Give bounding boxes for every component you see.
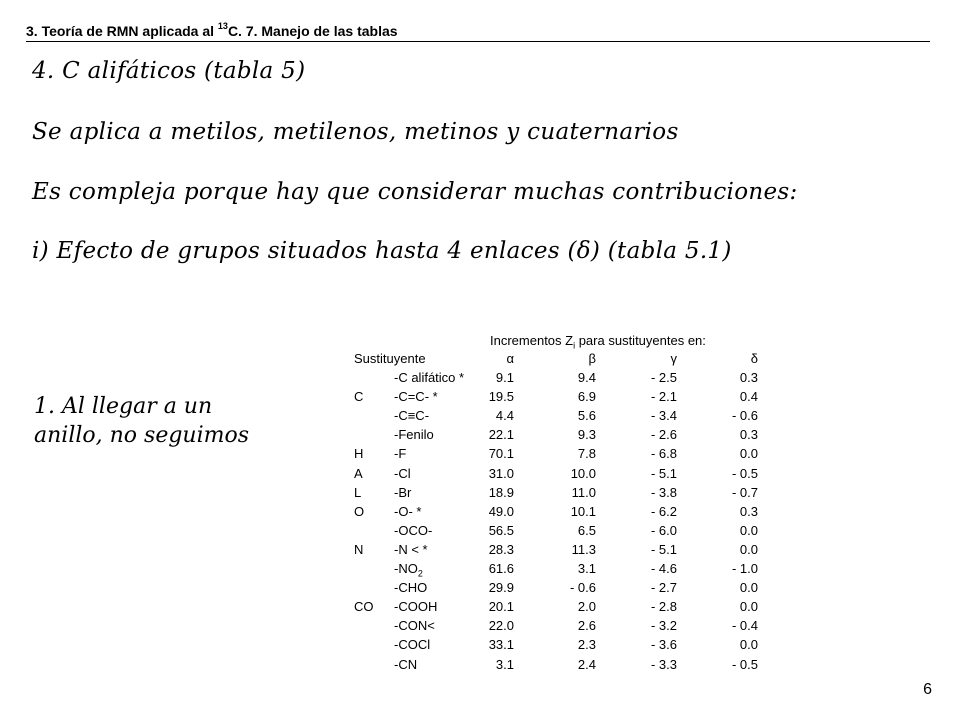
delta-cell: - 0.5 xyxy=(731,656,758,672)
substituent-subscript: 2 xyxy=(417,568,423,579)
substituent-cell: -C alifático * xyxy=(394,370,465,385)
delta-cell: 0.0 xyxy=(739,446,758,462)
group-cell: C xyxy=(354,389,364,405)
beta-cell: 11.3 xyxy=(571,541,596,557)
substituent-cell: -CON< xyxy=(394,618,435,634)
delta-cell: 0.0 xyxy=(739,541,758,557)
table-header-row xyxy=(354,351,774,369)
gamma-cell: - 6.0 xyxy=(650,522,677,538)
table-row xyxy=(354,580,774,598)
delta-cell: 0.0 xyxy=(739,637,758,653)
delta-cell: 0.0 xyxy=(739,599,758,615)
beta-cell: 6.9 xyxy=(577,389,596,405)
table-row xyxy=(354,370,774,388)
beta-cell: 2.0 xyxy=(577,599,596,615)
beta-cell: 2.3 xyxy=(577,637,596,653)
group-cell: L xyxy=(354,484,362,500)
table-row xyxy=(354,389,774,407)
alpha-cell: 19.5 xyxy=(488,389,514,405)
beta-cell: 7.8 xyxy=(577,446,596,462)
substituent-cell: -C≡C- xyxy=(394,408,430,424)
substituent-cell: -C=C- * xyxy=(394,389,438,405)
substituent-cell: -CN xyxy=(394,656,418,672)
alpha-cell: 33.1 xyxy=(488,637,514,653)
group-cell: N xyxy=(354,541,364,557)
alpha-cell: 9.1 xyxy=(495,370,514,385)
substituent-cell: -Cl xyxy=(394,465,411,481)
gamma-cell: - 5.1 xyxy=(650,541,677,557)
gamma-cell: - 3.2 xyxy=(650,618,677,634)
table-row xyxy=(354,618,774,636)
beta-cell: 6.5 xyxy=(577,522,596,538)
gamma-cell: - 2.8 xyxy=(650,599,677,615)
side-note-line-1: 1. Al llegar a un xyxy=(34,394,213,419)
beta-cell: 9.3 xyxy=(577,427,596,443)
beta-cell: - 0.6 xyxy=(569,580,596,596)
delta-cell: - 0.5 xyxy=(731,465,758,481)
gamma-cell: - 3.3 xyxy=(650,656,677,672)
caption-end: para sustituyentes en: xyxy=(575,333,706,348)
table-row xyxy=(354,408,774,426)
delta-cell: - 0.4 xyxy=(731,618,758,634)
delta-cell: 0.0 xyxy=(739,580,758,596)
substituent-cell: -OCO- xyxy=(394,522,433,538)
caption-start: Incrementos Z xyxy=(490,333,574,348)
alpha-cell: 22.1 xyxy=(488,427,514,443)
gamma-cell: - 3.8 xyxy=(650,484,677,500)
header-substituent: Sustituyente xyxy=(354,351,426,366)
table-row xyxy=(354,542,774,560)
table-caption xyxy=(490,333,706,351)
delta-cell: - 0.6 xyxy=(731,408,758,424)
group-cell: H xyxy=(354,446,364,462)
beta-cell: 10.1 xyxy=(570,503,596,519)
beta-cell: 9.4 xyxy=(577,370,596,385)
gamma-cell: - 3.6 xyxy=(650,637,677,653)
slide-header xyxy=(26,22,930,42)
header-alpha: α xyxy=(506,351,514,366)
side-note xyxy=(34,392,249,450)
alpha-cell: 22.0 xyxy=(488,618,514,634)
group-cell: CO xyxy=(354,599,374,615)
header-beta: β xyxy=(588,351,596,366)
delta-cell: 0.4 xyxy=(739,389,758,405)
substituent-cell: -Fenilo xyxy=(394,427,434,443)
alpha-cell: 61.6 xyxy=(488,561,514,576)
header-delta: δ xyxy=(750,351,758,366)
text-complexity: Es compleja porque hay que considerar muchas contribuciones: xyxy=(32,179,798,205)
table-row xyxy=(354,657,774,675)
substituent-cell: -CHO xyxy=(394,580,428,596)
delta-cell: - 1.0 xyxy=(731,561,758,576)
beta-cell: 5.6 xyxy=(577,408,596,424)
alpha-cell: 29.9 xyxy=(488,580,514,596)
table-row xyxy=(354,485,774,503)
substituent-cell: -Br xyxy=(394,484,412,500)
group-cell: O xyxy=(354,503,365,519)
gamma-cell: - 3.4 xyxy=(650,408,677,424)
gamma-cell: - 4.6 xyxy=(650,561,677,576)
delta-cell: 0.0 xyxy=(739,522,758,538)
text-applies-to: Se aplica a metilos, metilenos, metinos y cuaternarios xyxy=(32,119,679,145)
alpha-cell: 70.1 xyxy=(488,446,514,462)
table-row xyxy=(354,504,774,522)
delta-cell: 0.3 xyxy=(739,427,758,443)
delta-cell: - 0.7 xyxy=(731,484,758,500)
beta-cell: 3.1 xyxy=(577,561,596,576)
header-title-end: C. 7. Manejo de las tablas xyxy=(227,23,398,39)
delta-cell: 0.3 xyxy=(739,503,758,519)
header-title-start: 3. Teoría de RMN aplicada al xyxy=(26,23,218,39)
substituent-cell: -N < * xyxy=(394,541,428,557)
substituent-cell: $-NO_2$ xyxy=(394,561,423,579)
gamma-cell: - 2.6 xyxy=(650,427,677,443)
table-row xyxy=(354,523,774,541)
heading-aliphatic-carbons: 4. C alifáticos (tabla 5) xyxy=(32,58,306,84)
alpha-cell: 56.5 xyxy=(488,522,514,538)
table-row xyxy=(354,466,774,484)
text-group-effect: i) Efecto de grupos situados hasta 4 enlaces (δ) (tabla 5.1) xyxy=(32,238,732,264)
beta-cell: 10.0 xyxy=(570,465,596,481)
table-row xyxy=(354,561,774,579)
substituent-cell: -COOH xyxy=(394,599,438,615)
beta-cell: 2.6 xyxy=(577,618,596,634)
gamma-cell: - 2.5 xyxy=(650,370,677,385)
substituent-cell: -COCl xyxy=(394,637,431,653)
table-row xyxy=(354,446,774,464)
alpha-cell: 4.4 xyxy=(495,408,514,424)
substituent-cell: -F xyxy=(394,446,407,462)
gamma-cell: - 5.1 xyxy=(650,465,677,481)
alpha-cell: 28.3 xyxy=(488,541,514,557)
gamma-cell: - 6.8 xyxy=(650,446,677,462)
alpha-cell: 49.0 xyxy=(488,503,514,519)
side-note-line-2: anillo, no seguimos xyxy=(34,423,250,448)
table-row xyxy=(354,599,774,617)
alpha-cell: 3.1 xyxy=(495,656,514,672)
gamma-cell: - 6.2 xyxy=(650,503,677,519)
gamma-cell: - 2.1 xyxy=(650,389,677,405)
gamma-cell: - 2.7 xyxy=(650,580,677,596)
beta-cell: 11.0 xyxy=(571,484,596,500)
group-cell: A xyxy=(354,465,363,481)
table-row xyxy=(354,427,774,445)
alpha-cell: 31.0 xyxy=(488,465,514,481)
beta-cell: 2.4 xyxy=(577,656,596,672)
alpha-cell: 18.9 xyxy=(488,484,514,500)
header-superscript: 13 xyxy=(217,21,228,32)
header-gamma: γ xyxy=(670,351,677,366)
substituent-cell: -O- * xyxy=(394,503,422,519)
delta-cell: 0.3 xyxy=(739,370,758,385)
table-row xyxy=(354,637,774,655)
caption-subscript: i xyxy=(573,340,576,351)
alpha-cell: 20.1 xyxy=(488,599,514,615)
page-number: 6 xyxy=(923,681,932,698)
